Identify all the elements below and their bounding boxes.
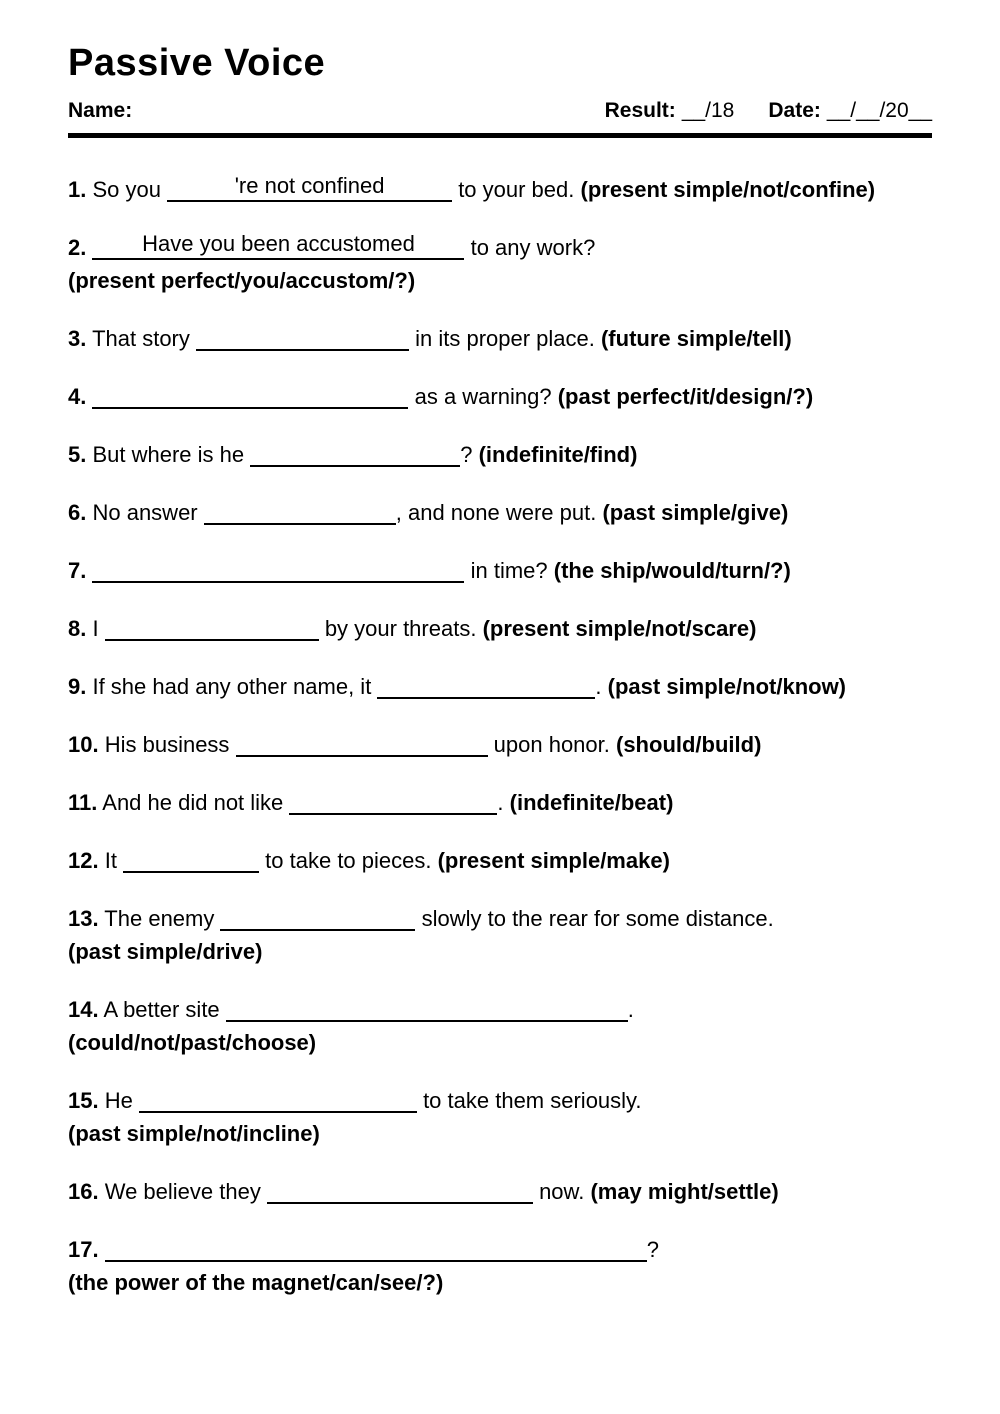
question-text-post: now. — [532, 1179, 591, 1204]
question-number: 14. — [68, 997, 99, 1022]
answer-blank[interactable] — [267, 1174, 533, 1204]
question-text-pre: No answer — [86, 500, 204, 525]
date-value[interactable]: __/__/20__ — [826, 99, 932, 122]
question-number: 13. — [68, 906, 99, 931]
result-field — [605, 99, 735, 123]
answer-blank[interactable] — [92, 379, 408, 409]
answer-blank[interactable] — [92, 553, 464, 583]
question-16 — [68, 1174, 932, 1208]
question-number: 2. — [68, 235, 87, 260]
answer-text: Have you been accustomed — [142, 231, 415, 256]
answer-blank[interactable] — [167, 172, 452, 202]
question-10 — [68, 727, 932, 761]
answer-blank[interactable] — [105, 611, 319, 641]
verb-hint: (the ship/would/turn/?) — [553, 558, 791, 583]
question-1 — [68, 172, 932, 206]
question-7 — [68, 553, 932, 587]
verb-hint: (past simple/drive) — [68, 939, 263, 964]
verb-hint: (indefinite/beat) — [509, 790, 674, 815]
questions-list — [68, 138, 932, 1299]
question-text-post: ? — [460, 442, 479, 467]
question-number: 10. — [68, 732, 99, 757]
verb-hint: (past simple/not/incline) — [68, 1121, 320, 1146]
answer-blank[interactable] — [220, 901, 415, 931]
question-11 — [68, 785, 932, 819]
question-number: 17. — [68, 1237, 99, 1262]
question-3 — [68, 321, 932, 355]
answer-blank[interactable] — [377, 669, 595, 699]
question-text-pre: He — [98, 1088, 139, 1113]
answer-blank[interactable] — [236, 727, 488, 757]
question-text-post: in time? — [464, 558, 554, 583]
question-text-post: in its proper place. — [409, 326, 601, 351]
question-text-post: , and none were put. — [395, 500, 603, 525]
question-text-post: by your threats. — [318, 616, 483, 641]
answer-blank[interactable] — [123, 843, 259, 873]
verb-hint: (present perfect/you/accustom/?) — [68, 268, 416, 293]
answer-blank[interactable] — [226, 992, 628, 1022]
question-2 — [68, 230, 932, 297]
question-17 — [68, 1232, 932, 1299]
date-label: Date: — [768, 99, 821, 122]
question-text-post: . — [595, 674, 608, 699]
answer-blank[interactable] — [204, 495, 396, 525]
question-number: 9. — [68, 674, 87, 699]
page-title: Passive Voice — [68, 42, 326, 84]
question-number: 12. — [68, 848, 99, 873]
question-text-pre: It — [98, 848, 124, 873]
verb-hint: (present simple/not/confine) — [580, 177, 876, 202]
question-number: 15. — [68, 1088, 99, 1113]
date-field — [768, 99, 932, 123]
question-text-pre: So you — [86, 177, 168, 202]
question-4 — [68, 379, 932, 413]
question-text-pre: That story — [86, 326, 196, 351]
question-text-post: slowly to the rear for some distance. — [415, 906, 774, 931]
question-text-pre: His business — [98, 732, 236, 757]
answer-blank[interactable] — [289, 785, 497, 815]
question-text-pre: We believe they — [98, 1179, 267, 1204]
verb-hint: (should/build) — [616, 732, 762, 757]
verb-hint: (future simple/tell) — [600, 326, 792, 351]
question-6 — [68, 495, 932, 529]
question-text-post: as a warning? — [408, 384, 558, 409]
name-label: Name: — [68, 99, 133, 122]
answer-blank[interactable] — [196, 321, 409, 351]
result-label: Result: — [604, 99, 676, 122]
question-text-pre: The enemy — [98, 906, 221, 931]
question-text-post: to any work? — [464, 235, 596, 260]
question-text-pre: But where is he — [86, 442, 251, 467]
question-text-pre: And he did not like — [97, 790, 290, 815]
question-text-post: . — [627, 997, 634, 1022]
question-number: 11. — [68, 790, 98, 815]
question-number: 16. — [68, 1179, 99, 1204]
question-text-post: to take them seriously. — [416, 1088, 642, 1113]
question-text-post: . — [497, 790, 510, 815]
answer-blank[interactable] — [92, 230, 464, 260]
verb-hint: (present simple/make) — [437, 848, 670, 873]
answer-text: 're not confined — [234, 173, 385, 198]
question-13 — [68, 901, 932, 968]
question-15 — [68, 1083, 932, 1150]
question-text-post: ? — [646, 1237, 659, 1262]
question-number: 4. — [68, 384, 87, 409]
question-number: 5. — [68, 442, 87, 467]
question-text-pre: A better site — [98, 997, 226, 1022]
name-fill-area[interactable] — [132, 107, 604, 117]
question-text-pre: I — [86, 616, 105, 641]
worksheet-header — [68, 99, 932, 138]
verb-hint: (could/not/past/choose) — [68, 1030, 317, 1055]
result-value[interactable]: __/18 — [681, 99, 735, 122]
question-text-post: to your bed. — [452, 177, 581, 202]
question-number: 1. — [68, 177, 87, 202]
question-number: 8. — [68, 616, 87, 641]
question-number: 6. — [68, 500, 87, 525]
answer-blank[interactable] — [139, 1083, 417, 1113]
question-12 — [68, 843, 932, 877]
question-8 — [68, 611, 932, 645]
verb-hint: (past simple/give) — [602, 500, 789, 525]
verb-hint: (present simple/not/scare) — [482, 616, 757, 641]
verb-hint: (may might/settle) — [590, 1179, 779, 1204]
verb-hint: (the power of the magnet/can/see/?) — [68, 1270, 444, 1295]
question-9 — [68, 669, 932, 703]
question-text-post: to take to pieces. — [259, 848, 438, 873]
question-text-post: upon honor. — [487, 732, 616, 757]
question-14 — [68, 992, 932, 1059]
question-number: 3. — [68, 326, 87, 351]
answer-blank[interactable] — [250, 437, 460, 467]
question-number: 7. — [68, 558, 87, 583]
question-text-pre: If she had any other name, it — [86, 674, 378, 699]
verb-hint: (indefinite/find) — [478, 442, 638, 467]
verb-hint: (past perfect/it/design/?) — [557, 384, 814, 409]
question-5 — [68, 437, 932, 471]
answer-blank[interactable] — [105, 1232, 647, 1262]
verb-hint: (past simple/not/know) — [607, 674, 847, 699]
